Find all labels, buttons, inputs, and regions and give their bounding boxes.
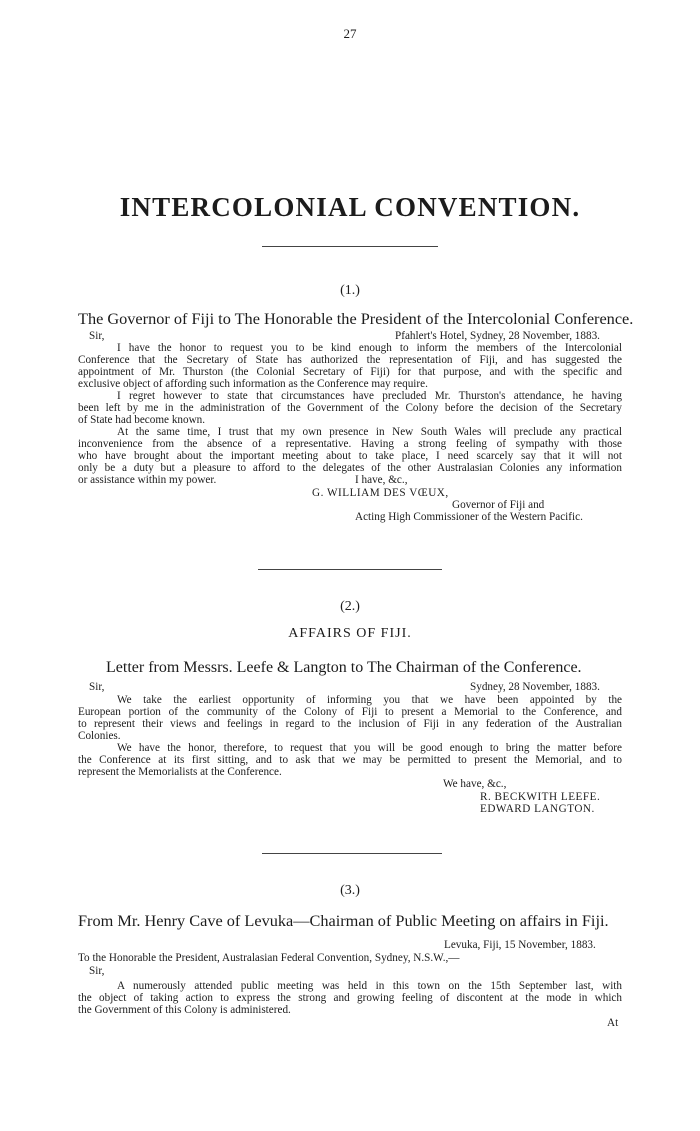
body-line: represent the Memorialists at the Conference.: [78, 766, 282, 778]
body-line: A numerously attended public meeting was held in this town on the 15th September last, with: [117, 980, 622, 992]
signature: R. BECKWITH LEEFE.: [480, 791, 601, 803]
body-line: We have the honor, therefore, to request that you will be good enough to bring the matter before: [117, 742, 622, 754]
salutation: Sir,: [89, 681, 105, 693]
body-line: I have the honor to request you to be kind enough to inform the members of the Intercolonial: [117, 342, 622, 354]
divider: [262, 246, 438, 247]
salutation: Sir,: [89, 330, 105, 342]
signatory-title: Acting High Commissioner of the Western Pacific.: [355, 511, 583, 523]
signature: EDWARD LANGTON.: [480, 803, 595, 815]
divider: [262, 853, 442, 854]
section-heading: From Mr. Henry Cave of Levuka—Chairman of Public Meeting on affairs in Fiji.: [78, 911, 609, 930]
section-number: (3.): [340, 883, 360, 898]
body-line: the object of taking action to express the strong and growing feeling of discontent at the mode in which: [78, 992, 622, 1004]
body-line: the Government of this Colony is administered.: [78, 1004, 291, 1016]
addressee: To the Honorable the President, Australasian Federal Convention, Sydney, N.S.W.,—: [78, 952, 460, 964]
body-line: I regret however to state that circumstances have precluded Mr. Thurston's attendance, he having: [117, 390, 622, 402]
page-title: INTERCOLONIAL CONVENTION.: [119, 192, 581, 222]
body-line: only be a duty but a pleasure to afford to the delegates of the other Australasian Colonies any information: [78, 462, 622, 474]
section-heading: Letter from Messrs. Leefe & Langton to The Chairman of the Conference.: [106, 659, 582, 676]
body-line: to represent their views and feelings in regard to the inclusion of Fiji in any federation of the Australian: [78, 718, 622, 730]
section-number: (2.): [340, 599, 360, 614]
body-line: inconvenience from the absence of a representative. Having a strong feeling of sympathy with those: [78, 438, 622, 450]
body-line: who have brought about the important meeting about to take place, I need scarcely say that it will not: [78, 450, 622, 462]
body-line: We take the earliest opportunity of informing you that we have been appointed by the: [117, 694, 622, 706]
body-line: appointment of Mr. Thurston (the Colonial Secretary of Fiji) for that purpose, and with the specific and: [78, 366, 622, 378]
dateline: Sydney, 28 November, 1883.: [470, 681, 600, 693]
body-line: Conference that the Secretary of State has authorized the representation of Fiji, and has suggested the: [78, 354, 622, 366]
page-number: 27: [343, 26, 357, 41]
divider: [258, 569, 442, 570]
body-line: At the same time, I trust that my own presence in New South Wales will preclude any practical: [117, 426, 622, 438]
closing: I have, &c.,: [355, 474, 408, 486]
closing: We have, &c.,: [443, 778, 507, 790]
salutation: Sir,: [89, 965, 105, 977]
section-number: (1.): [340, 283, 360, 298]
body-line: been left by me in the administration of the Government of the Colony before the decision of the Secretary: [78, 402, 622, 414]
body-line: of State had become known.: [78, 414, 206, 426]
body-line: or assistance within my power.: [78, 474, 217, 486]
dateline: Levuka, Fiji, 15 November, 1883.: [444, 939, 596, 951]
signatory-title: Governor of Fiji and: [452, 499, 545, 511]
signature: G. WILLIAM DES VŒUX,: [312, 487, 449, 499]
section-title: AFFAIRS OF FIJI.: [288, 626, 412, 641]
body-line: the Conference at its first sitting, and to ask that we may be permitted to present the Memorial, and to: [78, 754, 622, 766]
body-line: European portion of the community of the Colony of Fiji to present a Memorial to the Conference, and: [78, 706, 622, 718]
body-line: exclusive object of affording such information as the Conference may require.: [78, 378, 428, 390]
dateline: Pfahlert's Hotel, Sydney, 28 November, 1883.: [395, 330, 600, 342]
catchword: At: [607, 1017, 619, 1029]
section-heading: The Governor of Fiji to The Honorable the President of the Intercolonial Conference.: [78, 309, 634, 328]
body-line: Colonies.: [78, 730, 121, 742]
